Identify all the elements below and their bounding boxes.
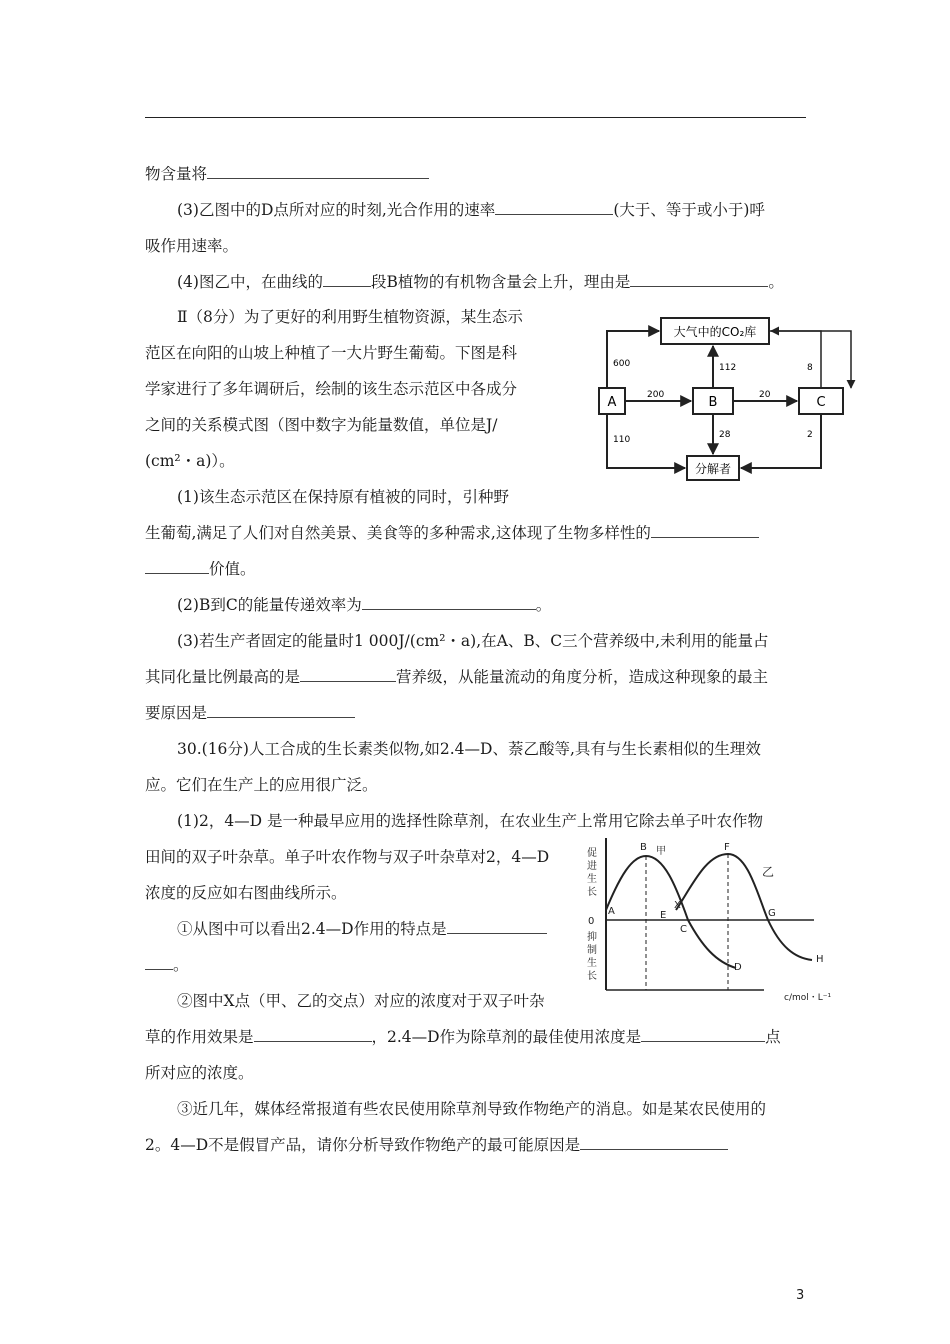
- text-line: 30.(16分)人工合成的生长素类似物,如2.4—D、萘乙酸等,具有与生长素相似的生理效: [177, 740, 761, 758]
- ylabel-inhibit-1: 抑: [587, 932, 597, 943]
- point-a: A: [608, 906, 615, 917]
- ylabel-inhibit-3: 生: [587, 958, 597, 969]
- value-200: 200: [647, 390, 665, 400]
- curve-yi: [676, 854, 812, 960]
- text-line: (2)B到C的能量传递效率为 。: [177, 596, 552, 614]
- point-d: D: [734, 962, 742, 973]
- ylabel-promote-3: 生: [587, 874, 597, 885]
- text-line: 之间的关系模式图（图中数字为能量数值，单位是J/: [145, 416, 498, 434]
- text-line: 生葡萄,满足了人们对自然美景、美食等的多种需求,这体现了生物多样性的: [145, 522, 759, 544]
- node-c-label: C: [816, 395, 826, 410]
- ylabel-promote-2: 进: [587, 861, 597, 872]
- top-rule: [145, 117, 806, 118]
- text-line: 应。它们在生产上的应用很广泛。: [145, 776, 378, 794]
- ylabel-inhibit-4: 长: [587, 971, 597, 982]
- ylabel-promote-4: 长: [587, 887, 597, 898]
- text-line: (3)若生产者固定的能量时1 000J/(cm²・a),在A、B、C三个营养级中,未利用的能量占: [177, 632, 769, 650]
- text-line: ①从图中可以看出2.4—D作用的特点是: [177, 918, 547, 940]
- text-line: 草的作用效果是 ，2.4—D作为除草剂的最佳使用浓度是 点: [145, 1028, 781, 1046]
- text-line: (4)图乙中，在曲线的 段B植物的有机物含量会上升，理由是 。: [177, 273, 784, 291]
- text-line: 浓度的反应如右图曲线所示。: [145, 884, 347, 902]
- text-line: 。: [145, 954, 189, 976]
- label-jia: 甲: [656, 846, 666, 857]
- text-line: 要原因是: [145, 702, 355, 724]
- decomposer-label: 分解者: [694, 462, 732, 476]
- text-line: 其同化量比例最高的是 营养级，从能量流动的角度分析，造成这种现象的最主: [145, 668, 769, 686]
- text-line: (3)乙图中的D点所对应的时刻,光合作用的速率 (大于、等于或小于)呼: [177, 201, 765, 219]
- node-a-label: A: [607, 395, 617, 410]
- point-h: H: [816, 954, 824, 965]
- text-line: 田间的双子叶杂草。单子叶农作物与双子叶杂草对2，4—D: [145, 848, 550, 866]
- point-x: X: [674, 900, 681, 911]
- xlabel: c/mol・L⁻¹: [784, 993, 832, 1003]
- text-line: 范区在向阳的山坡上种植了一大片野生葡萄。下图是科: [145, 344, 518, 362]
- text-line: 学家进行了多年调研后，绘制的该生态示范区中各成分: [145, 380, 518, 398]
- point-g: G: [768, 908, 776, 919]
- energy-flow-diagram: [595, 314, 860, 490]
- point-f: F: [724, 842, 730, 853]
- value-600: 600: [613, 359, 631, 369]
- curve-jia: [606, 856, 736, 968]
- text-line: ②图中X点（甲、乙的交点）对应的浓度对于双子叶杂: [177, 992, 545, 1010]
- text-line: 价值。: [145, 558, 256, 580]
- label-yi: 乙: [762, 865, 775, 879]
- text-line: 物含量将: [145, 163, 429, 185]
- text-line: (1)该生态示范区在保持原有植被的同时，引种野: [177, 488, 509, 506]
- co2-reservoir-label: 大气中的CO₂库: [673, 325, 757, 339]
- node-b-label: B: [708, 395, 718, 410]
- point-e: E: [660, 910, 667, 921]
- ylabel-inhibit-2: 制: [587, 945, 597, 956]
- value-20: 20: [759, 390, 771, 400]
- auxin-curve-diagram: [584, 836, 846, 1006]
- text-line: (1)2，4—D 是一种最早应用的选择性除草剂，在农业生产上常用它除去单子叶农作物: [177, 812, 764, 830]
- value-2: 2: [807, 430, 813, 440]
- text-line: Ⅱ（8分）为了更好的利用野生植物资源，某生态示: [177, 308, 523, 326]
- text-line: 2。4—D不是假冒产品，请你分析导致作物绝产的最可能原因是: [145, 1134, 728, 1156]
- point-b: B: [640, 842, 647, 853]
- text-line: (cm²・a)）。: [145, 452, 235, 470]
- value-110: 110: [613, 435, 631, 445]
- value-112: 112: [719, 363, 737, 373]
- ylabel-promote-1: 促: [587, 848, 597, 859]
- text-line: 所对应的浓度。: [145, 1064, 254, 1082]
- point-c: C: [680, 924, 687, 935]
- value-8: 8: [807, 363, 813, 373]
- text-line: 吸作用速率。: [145, 237, 239, 255]
- page-number: 3: [796, 1288, 805, 1303]
- ylabel-zero: 0: [588, 916, 595, 927]
- value-28: 28: [719, 430, 731, 440]
- text-line: ③近几年，媒体经常报道有些农民使用除草剂导致作物绝产的消息。如是某农民使用的: [177, 1100, 767, 1118]
